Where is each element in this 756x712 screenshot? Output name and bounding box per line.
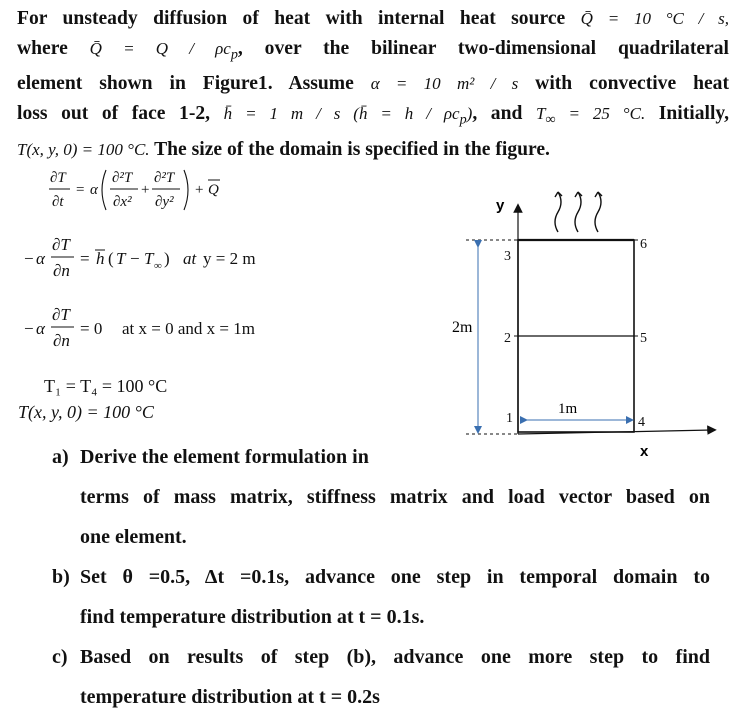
h-bar-value — [223, 104, 473, 128]
intro-text: with convective heat — [535, 73, 730, 95]
subscript-inf: ∞ — [545, 111, 556, 128]
svg-text:−: − — [24, 249, 34, 268]
svg-text:=: = — [76, 182, 85, 198]
svg-text:T: T — [116, 249, 126, 268]
question-c — [52, 646, 710, 669]
convective-bc-svg — [18, 228, 348, 288]
insulated-bc — [18, 300, 348, 360]
intro-line-1 — [17, 4, 729, 34]
question-a-label: a) — [52, 446, 69, 468]
svg-text:Q: Q — [208, 182, 219, 198]
question-a — [52, 446, 440, 469]
node-3: 3 — [504, 249, 511, 264]
t-symbol: T — [535, 104, 546, 124]
paren: ) — [466, 104, 473, 124]
question-b — [52, 566, 710, 589]
y-axis-label: y — [496, 197, 505, 214]
pde-svg — [40, 162, 260, 218]
node-1: 1 — [506, 411, 513, 426]
intro-line-2 — [17, 34, 729, 69]
svg-text:+: + — [195, 182, 204, 198]
intro-line-5 — [17, 135, 729, 165]
h-def: h̄ = 1 m / s (h̄ = h / ρc — [223, 104, 460, 124]
svg-text:∂²T: ∂²T — [112, 170, 133, 186]
svg-text:∂t: ∂t — [52, 194, 64, 210]
svg-text:at x = 0 and x = 1m: at x = 0 and x = 1m — [122, 319, 255, 338]
question-a-line-3: one element. — [80, 526, 187, 548]
question-b-line-2: find temperature distribution at t = 0.1s. — [80, 606, 425, 628]
q-def: Q̄ = Q / ρc — [89, 39, 231, 58]
question-a-cont — [80, 486, 710, 509]
intro-text: where — [17, 38, 68, 59]
question-c-line-1: Based on results of step (b), advance one more step to find — [80, 646, 710, 668]
svg-text:= 0: = 0 — [80, 319, 103, 338]
initial-condition: T(x, y, 0) = 100 °C. — [17, 139, 150, 159]
question-a-cont-2 — [80, 526, 710, 549]
intro-text: , over the bilinear two-dimensional quadrilateral — [237, 38, 729, 59]
svg-text:(: ( — [108, 249, 114, 268]
t-inf-number: = 25 °C. — [568, 104, 646, 124]
problem-statement — [17, 4, 729, 165]
svg-text:h: h — [96, 249, 105, 268]
svg-text:−: − — [24, 319, 34, 338]
element-figure — [440, 180, 730, 460]
t-inf-value — [535, 104, 646, 128]
svg-text:∂T: ∂T — [52, 305, 70, 324]
svg-text:=: = — [80, 249, 90, 268]
svg-text:∂n: ∂n — [53, 261, 70, 280]
question-a-line-2: terms of mass matrix, stiffness matrix and load vector based on — [80, 486, 710, 508]
intro-text: element shown in Figure1. Assume — [17, 73, 354, 95]
svg-text:∂T: ∂T — [52, 235, 70, 254]
x-axis-label: x — [640, 443, 649, 460]
svg-text:): ) — [164, 249, 170, 268]
svg-text:α: α — [36, 319, 45, 338]
svg-text:∂x²: ∂x² — [113, 194, 132, 210]
dirichlet-bc: T₁ = T₄ = 100 °C — [44, 376, 168, 396]
intro-text: loss out of face 1-2, — [17, 103, 211, 125]
heat-source-definition — [89, 39, 238, 63]
svg-text:y = 2 m: y = 2 m — [203, 249, 256, 268]
question-c-cont — [80, 686, 710, 709]
question-c-line-2: temperature distribution at t = 0.2s — [80, 686, 380, 708]
heat-loss-arrows-icon — [555, 192, 602, 232]
intro-text: Initially, — [658, 103, 730, 125]
node-4: 4 — [638, 415, 645, 430]
question-a-line-1: Derive the element formulation in — [80, 446, 369, 468]
svg-text:∂²T: ∂²T — [154, 170, 175, 186]
svg-text:∂T: ∂T — [50, 170, 66, 186]
svg-text:∂n: ∂n — [53, 331, 70, 350]
node-6: 6 — [640, 237, 647, 252]
svg-text:α: α — [36, 249, 45, 268]
question-b-cont — [80, 606, 710, 629]
insulated-bc-svg — [18, 300, 348, 360]
svg-text:α: α — [90, 182, 98, 198]
intro-line-3 — [17, 69, 729, 99]
question-b-label: b) — [52, 566, 70, 588]
height-label: 2m — [452, 319, 473, 336]
node-5: 5 — [640, 331, 647, 346]
question-b-line-1: Set θ =0.5, Δt =0.1s, advance one step in temporal domain to — [80, 566, 710, 588]
svg-text:T: T — [144, 249, 154, 268]
intro-text: , and — [472, 103, 523, 125]
subscript-p: p — [230, 46, 238, 63]
alpha-value: α = 10 m² / s — [370, 74, 519, 94]
initial-condition-eq: T(x, y, 0) = 100 °C — [18, 402, 154, 422]
node-2: 2 — [504, 331, 511, 346]
intro-text: The size of the domain is specified in the figure. — [154, 138, 550, 160]
governing-equation — [40, 162, 260, 223]
svg-text:+: + — [141, 182, 150, 198]
width-label: 1m — [558, 401, 578, 417]
intro-text: For unsteady diffusion of heat with internal heat source — [17, 8, 566, 29]
question-c-label: c) — [52, 646, 68, 668]
intro-line-4 — [17, 99, 729, 134]
svg-text:∞: ∞ — [154, 260, 162, 272]
heat-source-value: Q̄ = 10 °C / s, — [580, 9, 729, 28]
svg-text:at: at — [183, 249, 197, 268]
svg-text:−: − — [130, 249, 140, 268]
convective-bc — [18, 228, 348, 288]
svg-text:∂y²: ∂y² — [155, 194, 174, 210]
subscript-p: p — [459, 111, 467, 128]
